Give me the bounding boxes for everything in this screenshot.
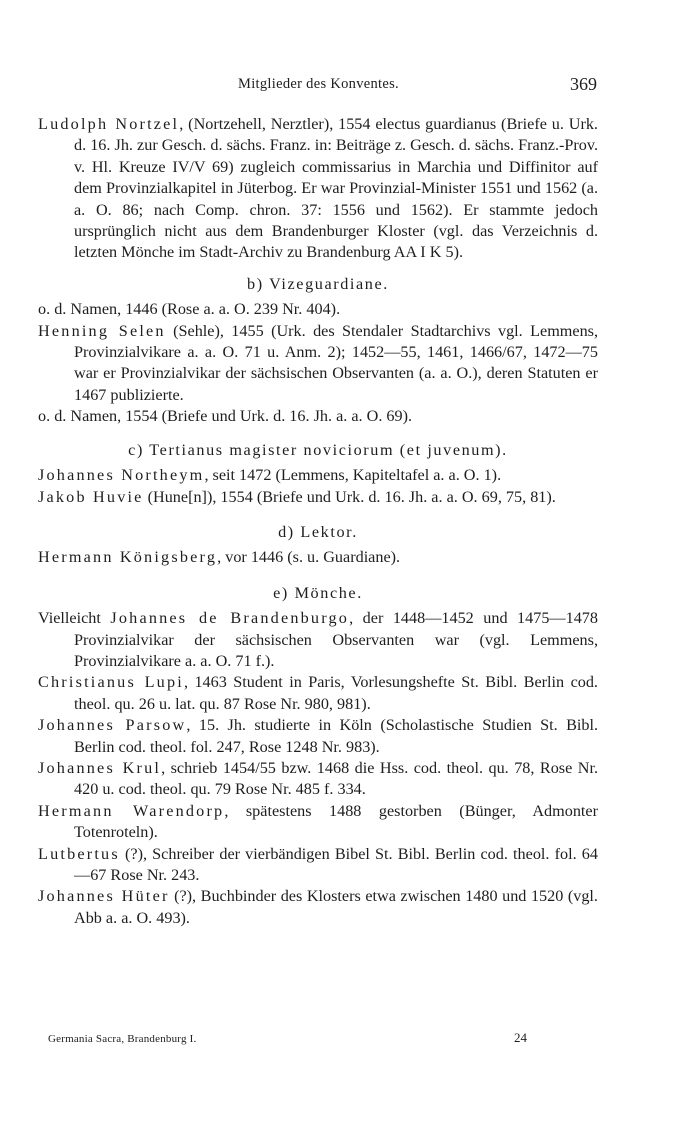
- person-name: Christianus Lupi: [38, 673, 184, 692]
- entry-nortzel: [38, 114, 598, 264]
- person-name: Hermann Warendorp: [38, 801, 225, 820]
- section-heading-moenche: e) Mönche.: [273, 583, 363, 602]
- entry-text: , spätestens 1488 gestorben (Bünger, Admonter Totenroteln).: [74, 801, 598, 842]
- running-title: Mitglieder des Konventes.: [238, 76, 399, 92]
- entry-koenigsberg: [38, 547, 598, 568]
- entry-parsow: [38, 715, 598, 758]
- person-name: Hermann Königsberg: [38, 548, 218, 567]
- section-heading-tertianus: c) Tertianus magister noviciorum (et juvenum).: [128, 440, 508, 459]
- entry-text: (?), Schreiber der vierbändigen Bibel St. Bibl. Berlin cod. theol. fol. 64—67 Rose Nr. 243.: [74, 844, 598, 884]
- entry-text: , schrieb 1454/55 bzw. 1468 die Hss. cod. theol. qu. 78, Rose Nr. 420 u. cod. theol. qu. 79 Rose Nr. 485 f. 334.: [74, 758, 598, 799]
- entry-text: , 1463 Student in Paris, Vorlesungshefte St. Bibl. Berlin cod. theol. qu. 26 u. lat. qu. 87 Rose Nr. 980, 981).: [74, 673, 598, 713]
- signature-mark: 24: [514, 1030, 527, 1045]
- entry-text: , der 1448—1452 und 1475—1478 Provinzialvikar der sächsischen Observanten war (vgl. Lemmens, Provinzialvikare a. a. O. 71 f.).: [74, 609, 598, 670]
- entry-huvie: [38, 487, 598, 508]
- entry-krul: [38, 758, 598, 801]
- entry-text: , (Nortzehell, Nerztler), 1554 electus guardianus (Briefe u. Urk. d. 16. Jh. zur Gesch. d. sächs. Franz. in: Beiträge z. Gesch. d. sächs. Franz.-Prov. v. Hl. Kreuze IV/V 69) zugleich commissarius in Marchia und Diffinitor auf dem Provinzialkapitel in Jüterbog. Er war Provinzial-Minister 1551 und 1562 (a. a. O. 86; nach Comp. chron. 37: 1556 und 1562). Er stammte jedoch ursprünglich nicht aus dem Brandenburger Kloster (vgl. das Verzeichnis d. letzten Mönche im Stadt-Archiv zu Brandenburg AA I K 5).: [74, 115, 598, 262]
- entry-vizeguardian-1554: [38, 406, 598, 427]
- person-name: Henning Selen: [38, 321, 166, 340]
- source-line: Germania Sacra, Brandenburg I.: [48, 1033, 197, 1045]
- entry-de-brandenburgo: [38, 608, 598, 672]
- running-header: [40, 74, 597, 100]
- section-heading-vizeguardiane: b) Vizeguardiane.: [247, 274, 389, 293]
- entry-vizeguardian-1446: [38, 299, 598, 320]
- entry-selen: [38, 321, 598, 407]
- section-heading-lektor: d) Lektor.: [278, 522, 358, 541]
- entry-text: o. d. Namen, 1554 (Briefe und Urk. d. 16. Jh. a. a. O. 69).: [38, 407, 413, 426]
- person-name: Johannes Northeym: [38, 466, 205, 485]
- entry-text: (Sehle), 1455 (Urk. des Stendaler Stadtarchivs vgl. Lemmens, Provinzialvikare a. a. O. 71 u. Anm. 2); 1452—55, 1461, 1466/67, 1472—75 war er Provinzialvikar der sächsischen Observanten (a. a. O.), deren Statuten er 1467 publizierte.: [74, 321, 599, 404]
- person-name: Ludolph Nortzel: [38, 115, 180, 133]
- person-name: Lutbertus: [38, 844, 120, 863]
- entry-text: o. d. Namen, 1446 (Rose a. a. O. 239 Nr. 404).: [38, 300, 341, 319]
- entry-text: , 15. Jh. studierte in Köln (Scholastische Studien St. Bibl. Berlin cod. theol. fol. 247, Rose 1248 Nr. 983).: [74, 716, 598, 756]
- person-name: Johannes Parsow: [38, 716, 187, 735]
- entry-text: (?), Buchbinder des Klosters etwa zwischen 1480 und 1520 (vgl. Abb a. a. O. 493).: [74, 887, 598, 927]
- person-name: Jakob Huvie: [38, 487, 144, 506]
- entry-text: , seit 1472 (Lemmens, Kapiteltafel a. a. O. 1).: [204, 466, 502, 485]
- entry-text: (Hune[n]), 1554 (Briefe und Urk. d. 16. Jh. a. a. O. 69, 75, 81).: [143, 487, 556, 506]
- entry-northeym: [38, 465, 598, 486]
- entry-text: , vor 1446 (s. u. Guardiane).: [217, 548, 401, 567]
- person-name: Johannes Krul: [38, 758, 162, 777]
- entry-warendorp: [38, 801, 598, 844]
- person-name: Johannes de Brandenburgo: [110, 609, 350, 628]
- page-footer: [48, 1030, 528, 1048]
- person-name: Johannes Hüter: [38, 887, 170, 906]
- entry-lupi: [38, 672, 598, 715]
- entry-hueter: [38, 886, 598, 929]
- page-body: [38, 114, 598, 929]
- page-number: 369: [570, 74, 597, 94]
- entry-lutbertus: [38, 844, 598, 887]
- entry-prefix: Vielleicht: [38, 609, 111, 628]
